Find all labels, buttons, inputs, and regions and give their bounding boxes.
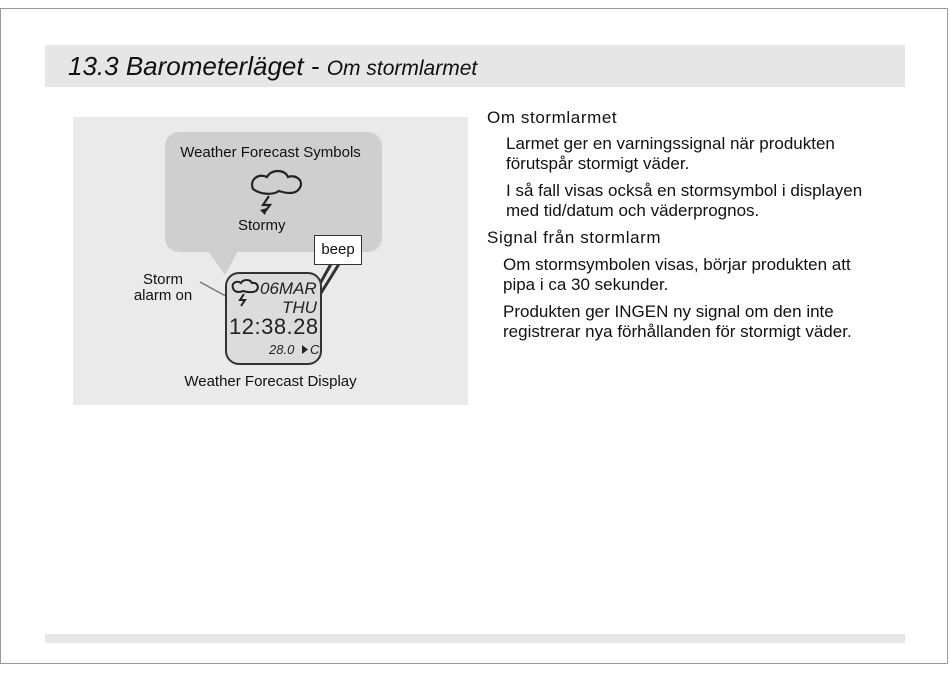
beep-label: beep xyxy=(314,235,362,265)
paragraph-line: Om stormsymbolen visas, börjar produkten att xyxy=(503,255,851,274)
page-title-sub: Om stormlarmet xyxy=(326,57,478,80)
paragraph xyxy=(506,134,835,174)
storm-alarm-label: Storm alarm on xyxy=(133,271,193,304)
paragraph-line: I så fall visas också en stormsymbol i displayen xyxy=(506,181,863,200)
display-unit: C xyxy=(310,342,320,357)
paragraph xyxy=(506,181,862,221)
display-time: 12:38.28 xyxy=(229,314,319,339)
section-heading-storm-alarm: Om stormlarmet xyxy=(487,108,618,127)
paragraph-line: Larmet ger en varningssignal när produkten xyxy=(506,134,835,153)
storm-cloud-icon xyxy=(252,171,301,215)
paragraph-line: registrerar nya förhållanden för stormigt väder. xyxy=(503,322,852,341)
page-title-main: 13.3 Barometerläget - xyxy=(68,51,327,81)
degree-marker-icon xyxy=(302,345,308,354)
paragraph-line: med tid/datum och väderprognos. xyxy=(506,201,760,220)
section-heading-alarm-signal: Signal från stormlarm xyxy=(487,228,662,247)
symbols-title: Weather Forecast Symbols xyxy=(180,144,361,161)
paragraph-line: Produkten ger INGEN ny signal om den inte xyxy=(503,302,834,321)
display-caption: Weather Forecast Display xyxy=(184,373,357,390)
display-date: 06MAR xyxy=(260,279,317,298)
display-temperature: 28.0 xyxy=(269,342,295,357)
small-storm-cloud-icon xyxy=(230,279,260,309)
weather-forecast-display xyxy=(225,272,322,365)
paragraph-line: förutspår stormigt väder. xyxy=(506,154,690,173)
paragraph-line: pipa i ca 30 sekunder. xyxy=(503,275,669,294)
paragraph xyxy=(503,302,852,342)
display-day: THU xyxy=(282,298,317,317)
bubble-tail xyxy=(208,251,238,275)
stormy-label: Stormy xyxy=(238,217,286,234)
footer-band xyxy=(45,634,905,643)
page-title xyxy=(68,51,477,86)
weather-figure xyxy=(73,117,468,405)
paragraph xyxy=(503,255,851,295)
